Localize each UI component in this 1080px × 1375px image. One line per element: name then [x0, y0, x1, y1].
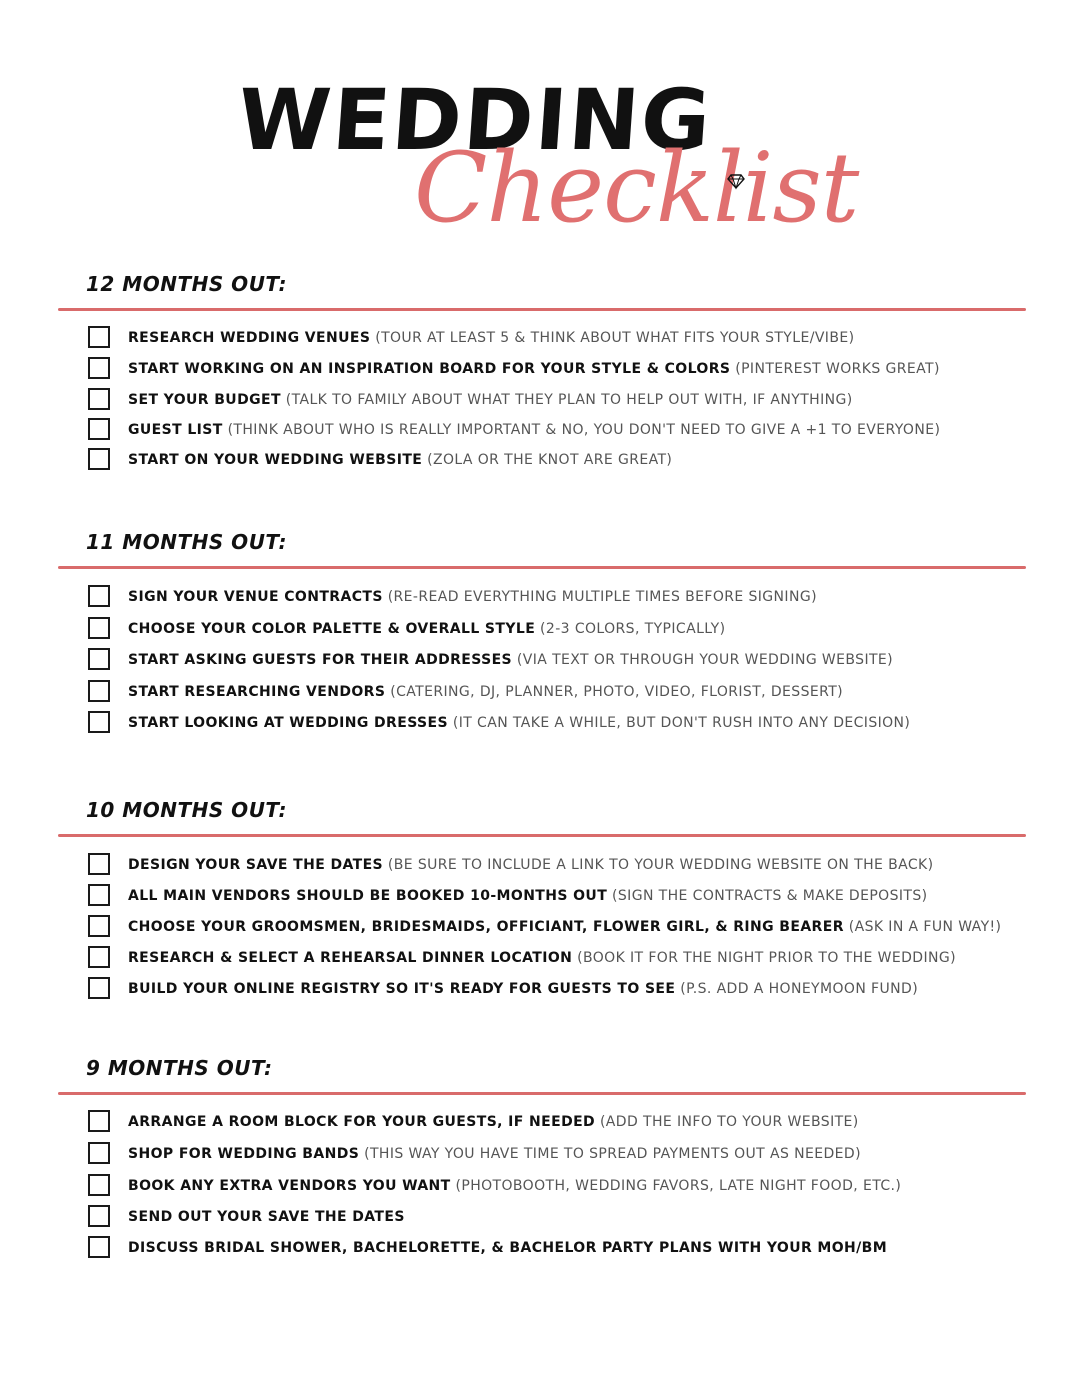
checkbox[interactable] [88, 388, 110, 410]
checklist-item [0, 1174, 1080, 1204]
checklist-item [0, 946, 1080, 976]
item-text [128, 949, 956, 967]
item-text [128, 887, 928, 905]
item-main: DESIGN YOUR SAVE THE DATES [128, 857, 384, 873]
checkbox[interactable] [88, 1110, 110, 1132]
item-main: SEND OUT YOUR SAVE THE DATES [128, 1209, 405, 1225]
checkbox[interactable] [88, 711, 110, 733]
item-note: (RE-READ EVERYTHING MULTIPLE TIMES BEFORE SIGNING) [387, 589, 817, 605]
checklist-item [0, 1142, 1080, 1172]
item-text [128, 588, 817, 606]
item-main: SHOP FOR WEDDING BANDS [128, 1146, 360, 1162]
checkbox[interactable] [88, 915, 110, 937]
item-main: DISCUSS BRIDAL SHOWER, BACHELORETTE, & BACHELOR PARTY PLANS WITH YOUR MOH/BM [128, 1240, 888, 1256]
item-note: (BOOK IT FOR THE NIGHT PRIOR TO THE WEDDING) [577, 950, 956, 966]
item-text [128, 1208, 405, 1226]
item-main: START LOOKING AT WEDDING DRESSES [128, 715, 448, 731]
item-main: CHOOSE YOUR COLOR PALETTE & OVERALL STYLE [128, 621, 536, 637]
item-note: (2-3 COLORS, TYPICALLY) [540, 621, 726, 637]
checklist-item [0, 884, 1080, 914]
item-note: (P.S. ADD A HONEYMOON FUND) [680, 981, 919, 997]
item-note: (BE SURE TO INCLUDE A LINK TO YOUR WEDDING WEBSITE ON THE BACK) [387, 857, 934, 873]
item-note: (CATERING, DJ, PLANNER, PHOTO, VIDEO, FLORIST, DESSERT) [390, 684, 844, 700]
page-title: WEDDING [234, 71, 716, 169]
checkbox[interactable] [88, 326, 110, 348]
item-note: (TOUR AT LEAST 5 & THINK ABOUT WHAT FITS YOUR STYLE/VIBE) [375, 330, 855, 346]
item-note: (ZOLA OR THE KNOT ARE GREAT) [427, 452, 673, 468]
checkbox[interactable] [88, 680, 110, 702]
item-note: (PINTEREST WORKS GREAT) [735, 361, 940, 377]
checkbox[interactable] [88, 585, 110, 607]
checkbox[interactable] [88, 1142, 110, 1164]
section-divider [58, 834, 1026, 837]
item-main: SIGN YOUR VENUE CONTRACTS [128, 589, 383, 605]
page-subtitle-script: Checklist [414, 132, 859, 244]
checklist-item [0, 448, 1080, 478]
checkbox[interactable] [88, 617, 110, 639]
item-main: START RESEARCHING VENDORS [128, 684, 386, 700]
checklist-item [0, 853, 1080, 883]
item-note: (THINK ABOUT WHO IS REALLY IMPORTANT & NO, YOU DON'T NEED TO GIVE A +1 TO EVERYONE) [227, 422, 941, 438]
item-main: START ON YOUR WEDDING WEBSITE [128, 452, 423, 468]
checkbox[interactable] [88, 648, 110, 670]
item-main: ALL MAIN VENDORS SHOULD BE BOOKED 10-MONTHS OUT [128, 888, 608, 904]
section-divider [58, 1092, 1026, 1095]
item-note: (SIGN THE CONTRACTS & MAKE DEPOSITS) [612, 888, 928, 904]
section-divider [58, 566, 1026, 569]
item-text [128, 1239, 887, 1257]
checklist-item [0, 1205, 1080, 1235]
item-main: SET YOUR BUDGET [128, 392, 281, 408]
item-main: RESEARCH & SELECT A REHEARSAL DINNER LOCATION [128, 950, 573, 966]
checklist-item [0, 388, 1080, 418]
checkbox[interactable] [88, 977, 110, 999]
item-text [128, 980, 918, 998]
item-note: (ADD THE INFO TO YOUR WEBSITE) [599, 1114, 859, 1130]
section-heading: 10 MONTHS OUT: [86, 798, 287, 822]
item-main: START WORKING ON AN INSPIRATION BOARD FOR YOUR STYLE & COLORS [128, 361, 731, 377]
checklist-item [0, 1110, 1080, 1140]
checkbox[interactable] [88, 1174, 110, 1196]
item-text [128, 1145, 861, 1163]
checklist-item [0, 977, 1080, 1007]
item-text [128, 451, 672, 469]
checkbox[interactable] [88, 1236, 110, 1258]
item-text [128, 1113, 859, 1131]
section-heading: 11 MONTHS OUT: [86, 530, 287, 554]
item-main: START ASKING GUESTS FOR THEIR ADDRESSES [128, 652, 513, 668]
section-heading: 9 MONTHS OUT: [86, 1056, 273, 1080]
checkbox[interactable] [88, 946, 110, 968]
item-main: GUEST LIST [128, 422, 223, 438]
checkbox[interactable] [88, 1205, 110, 1227]
item-main: RESEARCH WEDDING VENUES [128, 330, 371, 346]
checkbox[interactable] [88, 853, 110, 875]
item-text [128, 360, 940, 378]
checklist-item [0, 1236, 1080, 1266]
item-main: CHOOSE YOUR GROOMSMEN, BRIDESMAIDS, OFFICIANT, FLOWER GIRL, & RING BEARER [128, 919, 844, 935]
checklist-item [0, 711, 1080, 741]
diamond-icon [727, 172, 745, 190]
item-note: (THIS WAY YOU HAVE TIME TO SPREAD PAYMENTS OUT AS NEEDED) [364, 1146, 861, 1162]
item-text [128, 714, 910, 732]
checkbox[interactable] [88, 357, 110, 379]
item-text [128, 421, 940, 439]
checklist-item [0, 648, 1080, 678]
item-note: (ASK IN A FUN WAY!) [848, 919, 1002, 935]
checklist-item [0, 680, 1080, 710]
checklist-item [0, 357, 1080, 387]
item-text [128, 329, 854, 347]
checkbox[interactable] [88, 418, 110, 440]
checkbox[interactable] [88, 448, 110, 470]
item-text [128, 651, 893, 669]
section-heading: 12 MONTHS OUT: [86, 272, 287, 296]
item-text [128, 391, 853, 409]
item-main: BUILD YOUR ONLINE REGISTRY SO IT'S READY FOR GUESTS TO SEE [128, 981, 676, 997]
checklist-item [0, 585, 1080, 615]
checklist-item [0, 617, 1080, 647]
checklist-item [0, 326, 1080, 356]
checklist-item [0, 915, 1080, 945]
item-note: (TALK TO FAMILY ABOUT WHAT THEY PLAN TO HELP OUT WITH, IF ANYTHING) [285, 392, 853, 408]
item-main: BOOK ANY EXTRA VENDORS YOU WANT [128, 1178, 451, 1194]
checklist-item [0, 418, 1080, 448]
item-main: ARRANGE A ROOM BLOCK FOR YOUR GUESTS, IF NEEDED [128, 1114, 596, 1130]
item-text [128, 1177, 901, 1195]
item-text [128, 683, 843, 701]
section-divider [58, 308, 1026, 311]
item-text [128, 918, 1001, 936]
item-note: (IT CAN TAKE A WHILE, BUT DON'T RUSH INTO ANY DECISION) [452, 715, 911, 731]
item-text [128, 620, 725, 638]
checkbox[interactable] [88, 884, 110, 906]
item-note: (PHOTOBOOTH, WEDDING FAVORS, LATE NIGHT FOOD, ETC.) [455, 1178, 902, 1194]
item-text [128, 856, 933, 874]
item-note: (VIA TEXT OR THROUGH YOUR WEDDING WEBSITE) [516, 652, 894, 668]
